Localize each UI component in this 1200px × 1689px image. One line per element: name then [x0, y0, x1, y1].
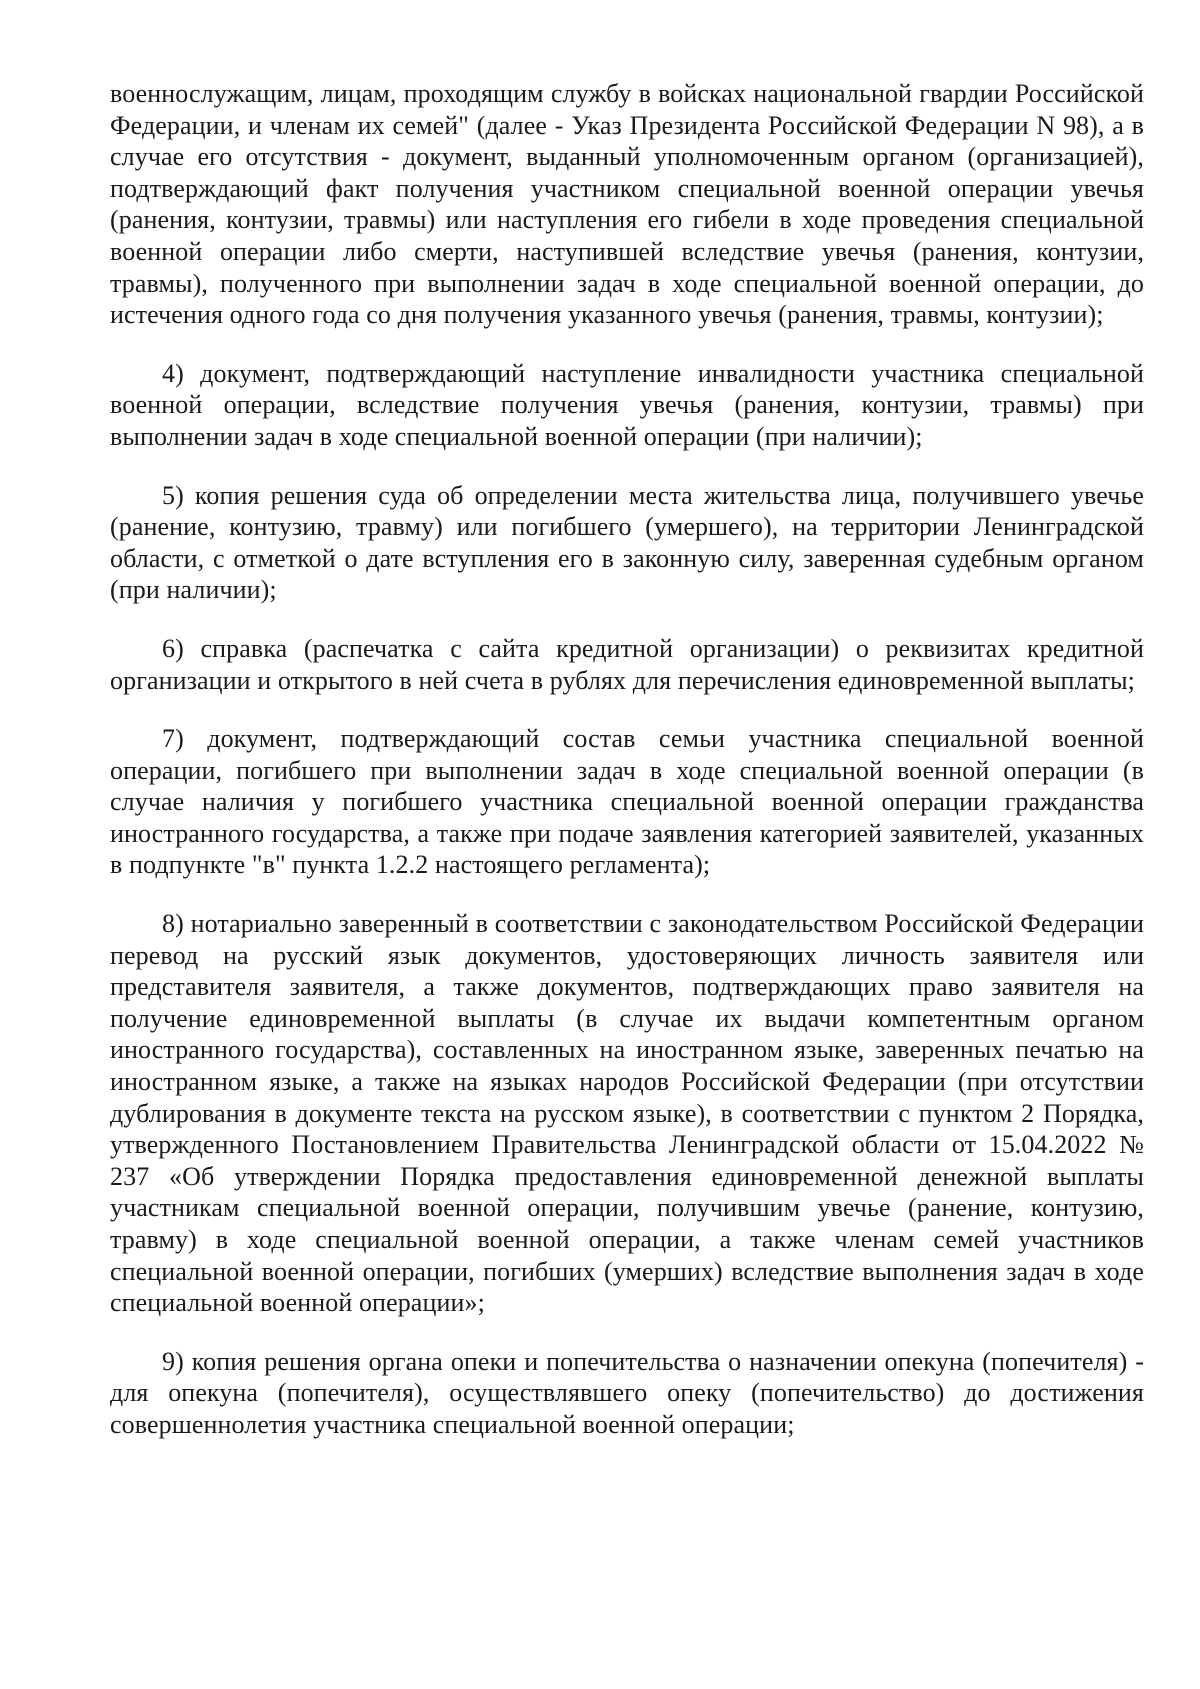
paragraph-item-9: 9) копия решения органа опеки и попечительства о назначении опекуна (попечителя) - для опекуна (попечителя), осуществлявшего опеку (попечительство) до достижения совершеннолетия участника специальной военной операции; [110, 1346, 1144, 1439]
paragraph-continuation: военнослужащим, лицам, проходящим службу в войсках национальной гвардии Российской Федерации, и членам их семей" (далее - Указ Президента Российской Федерации N 98), а в случае его отсутствия - документ, выданный уполномоченным органом (организацией), подтверждающий факт получения участником специальной военной операции увечья (ранения, контузии, травмы) или наступления его гибели в ходе проведения специальной военной операции либо смерти, наступившей вследствие увечья (ранения, контузии, травмы), полученного при выполнении задач в ходе специальной военной операции, до истечения одного года со дня получения указанного увечья (ранения, травмы, контузии); [110, 79, 1144, 330]
paragraph-item-4: 4) документ, подтверждающий наступление инвалидности участника специальной военной операции, вследствие получения увечья (ранения, контузии, травмы) при выполнении задач в ходе специальной военной операции (при наличии); [110, 358, 1144, 451]
paragraph-item-6: 6) справка (распечатка с сайта кредитной организации) о реквизитах кредитной организации и открытого в ней счета в рублях для перечисления единовременной выплаты; [110, 633, 1144, 695]
paragraph-item-8: 8) нотариально заверенный в соответствии с законодательством Российской Федерации перевод на русский язык документов, удостоверяющих личность заявителя или представителя заявителя, а также документов, подтверждающих право заявителя на получение единовременной выплаты (в случае их выдачи компетентным органом иностранного государства), составленных на иностранном языке, заверенных печатью на иностранном языке, а также на языках народов Российской Федерации (при отсутствии дублирования в документе текста на русском языке), в соответствии с пунктом 2 Порядка, утвержденного Постановлением Правительства Ленинградской области от 15.04.2022 № 237 «Об утверждении Порядка предоставления единовременной денежной выплаты участникам специальной военной операции, получившим увечье (ранение, контузию, травму) в ходе специальной военной операции, а также членам семей участников специальной военной операции, погибших (умерших) вследствие выполнения задач в ходе специальной военной операции»; [110, 909, 1144, 1318]
paragraph-item-7: 7) документ, подтверждающий состав семьи участника специальной военной операции, погибшего при выполнении задач в ходе специальной военной операции (в случае наличия у погибшего участника специальной военной операции гражданства иностранного государства, а также при подаче заявления категорией заявителей, указанных в подпункте "в" пункта 1.2.2 настоящего регламента); [110, 724, 1144, 880]
paragraph-item-5: 5) копия решения суда об определении места жительства лица, получившего увечье (ранение, контузию, травму) или погибшего (умершего), на территории Ленинградской области, с отметкой о дате вступления его в законную силу, заверенная судебным органом (при наличии); [110, 480, 1144, 605]
